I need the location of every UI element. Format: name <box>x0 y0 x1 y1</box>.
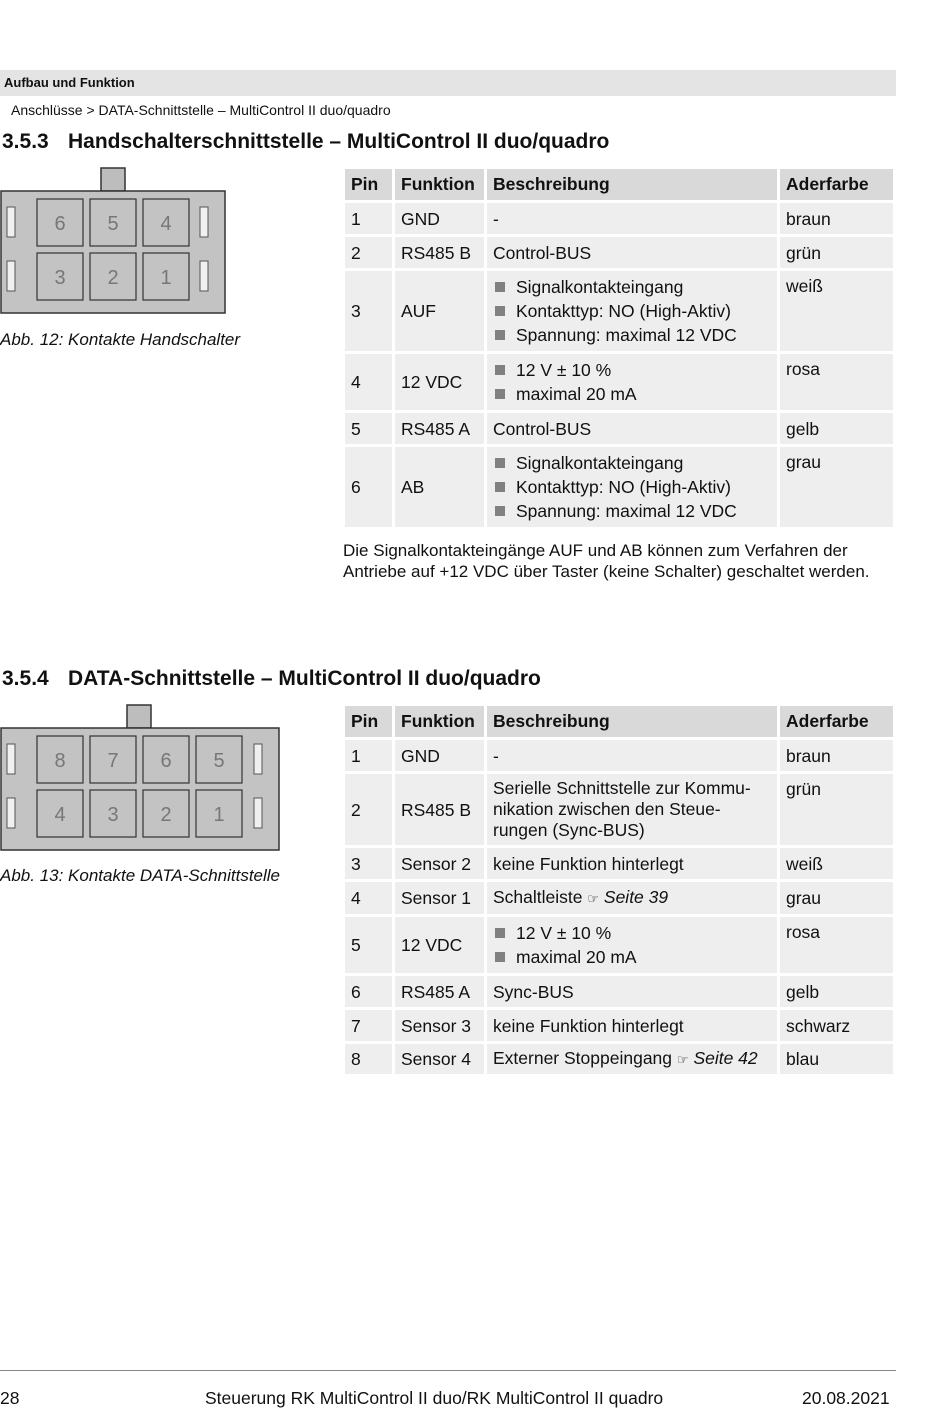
beschreibung-cell[interactable] <box>487 882 777 914</box>
beschreibung-cell[interactable] <box>487 1044 777 1074</box>
header-aderfarbe: Aderfarbe <box>780 706 893 737</box>
table-header-row <box>345 706 893 737</box>
table-row <box>345 413 893 444</box>
farbe-cell: weiß <box>780 848 893 879</box>
note-paragraph: Die Signalkontakteingänge AUF und AB können zum Verfahren der Antriebe auf +12 VDC über Taster (keine Schalter) geschaltet werden. <box>343 541 870 581</box>
pin-cell: 5 <box>345 413 392 444</box>
figure-caption: Abb. 12: Kontakte Handschalter <box>0 330 241 349</box>
beschreibung-text: Externer Stoppeingang <box>493 1048 673 1068</box>
beschreibung-cell: keine Funktion hinterlegt <box>487 1010 777 1041</box>
breadcrumb: Anschlüsse > DATA-Schnittstelle – MultiControl II duo/quadro <box>11 102 391 118</box>
running-header-text: Aufbau und Funktion <box>4 75 135 90</box>
header-pin: Pin <box>345 169 392 200</box>
funktion-cell: AUF <box>395 271 484 351</box>
beschreibung-text: Serielle Schnittstelle zur Kommu-nikation zwischen den Steue-rungen (Sync-BUS) <box>493 778 751 840</box>
connector-8pin-figure <box>0 703 284 853</box>
pin-label: 8 <box>54 750 66 772</box>
footer-title: Steuerung RK MultiControl II duo/RK MultiControl II quadro <box>205 1388 664 1408</box>
list-item: Signalkontakteingang <box>493 275 771 299</box>
pin-cell: 6 <box>345 976 392 1007</box>
page-reference-link[interactable]: Seite 42 <box>693 1048 758 1068</box>
funktion-cell: RS485 B <box>395 774 484 845</box>
page-reference-link[interactable]: Seite 39 <box>603 887 669 907</box>
pin-cell: 3 <box>345 848 392 879</box>
farbe-cell: schwarz <box>780 1010 893 1041</box>
figure-caption: Abb. 13: Kontakte DATA-Schnittstelle <box>0 866 281 885</box>
pin-cell: 5 <box>345 917 392 973</box>
funktion-cell: Sensor 4 <box>395 1044 484 1074</box>
beschreibung-cell <box>487 774 777 845</box>
farbe-cell: gelb <box>780 976 893 1007</box>
table-row <box>345 1044 893 1074</box>
table-row <box>345 976 893 1007</box>
table-row <box>345 882 893 914</box>
footer-date: 20.08.2021 <box>802 1388 890 1408</box>
list-item: Kontakttyp: NO (High-Aktiv) <box>493 299 771 323</box>
pin-label: 6 <box>160 750 172 772</box>
table-row <box>345 447 893 527</box>
list-item: 12 V ± 10 % <box>493 921 771 945</box>
funktion-cell: 12 VDC <box>395 917 484 973</box>
funktion-cell: Sensor 3 <box>395 1010 484 1041</box>
pin-cell: 8 <box>345 1044 392 1074</box>
pin-label: 7 <box>107 750 119 772</box>
list-item: Spannung: maximal 12 VDC <box>493 499 771 523</box>
header-funktion: Funktion <box>395 169 484 200</box>
section-number: 3.5.3 <box>2 130 49 153</box>
beschreibung-cell <box>487 271 777 351</box>
pin-cell: 1 <box>345 740 392 771</box>
farbe-cell: grau <box>780 882 893 914</box>
funktion-cell: RS485 A <box>395 413 484 444</box>
funktion-cell: RS485 A <box>395 976 484 1007</box>
funktion-cell: AB <box>395 447 484 527</box>
pin-table-handschalter <box>342 166 896 530</box>
pin-cell: 3 <box>345 271 392 351</box>
beschreibung-cell <box>487 447 777 527</box>
beschreibung-cell: - <box>487 203 777 234</box>
beschreibung-cell: - <box>487 740 777 771</box>
pin-label: 5 <box>213 750 225 772</box>
beschreibung-cell: Control-BUS <box>487 413 777 444</box>
section-title: DATA-Schnittstelle – MultiControl II duo/quadro <box>68 667 541 690</box>
section-title: Handschalterschnittstelle – MultiControl II duo/quadro <box>68 130 610 153</box>
pin-cell: 4 <box>345 354 392 410</box>
pin-cell: 4 <box>345 882 392 914</box>
beschreibung-cell: Sync-BUS <box>487 976 777 1007</box>
table-row <box>345 203 893 234</box>
header-pin: Pin <box>345 706 392 737</box>
table-row <box>345 237 893 268</box>
funktion-cell: RS485 B <box>395 237 484 268</box>
farbe-cell: grün <box>780 774 893 845</box>
table-row <box>345 848 893 879</box>
farbe-cell: grün <box>780 237 893 268</box>
funktion-cell: 12 VDC <box>395 354 484 410</box>
table-row <box>345 271 893 351</box>
table-header-row <box>345 169 893 200</box>
list-item: 12 V ± 10 % <box>493 358 771 382</box>
beschreibung-text: Schaltleiste <box>493 887 583 907</box>
farbe-cell: braun <box>780 203 893 234</box>
farbe-cell: weiß <box>780 271 893 351</box>
table-row <box>345 917 893 973</box>
farbe-cell: blau <box>780 1044 893 1074</box>
table-row <box>345 774 893 845</box>
funktion-cell: Sensor 2 <box>395 848 484 879</box>
pin-label: 2 <box>107 267 119 289</box>
section-heading-3-5-3 <box>2 130 609 154</box>
pin-label: 4 <box>54 804 66 826</box>
table-row <box>345 1010 893 1041</box>
pin-cell: 2 <box>345 237 392 268</box>
farbe-cell: gelb <box>780 413 893 444</box>
header-beschreibung: Beschreibung <box>487 169 777 200</box>
list-item: maximal 20 mA <box>493 945 771 969</box>
pin-label: 5 <box>107 213 119 235</box>
farbe-cell: rosa <box>780 354 893 410</box>
pin-cell: 6 <box>345 447 392 527</box>
pin-label: 1 <box>213 804 225 826</box>
farbe-cell: grau <box>780 447 893 527</box>
section-heading-3-5-4 <box>2 667 541 691</box>
table-row <box>345 354 893 410</box>
list-item: Kontakttyp: NO (High-Aktiv) <box>493 475 771 499</box>
running-header <box>0 70 896 96</box>
header-aderfarbe: Aderfarbe <box>780 169 893 200</box>
list-item: Signalkontakteingang <box>493 451 771 475</box>
header-beschreibung: Beschreibung <box>487 706 777 737</box>
beschreibung-cell: keine Funktion hinterlegt <box>487 848 777 879</box>
table-row <box>345 740 893 771</box>
pin-label: 2 <box>160 804 172 826</box>
pin-cell: 1 <box>345 203 392 234</box>
header-funktion: Funktion <box>395 706 484 737</box>
beschreibung-cell <box>487 354 777 410</box>
pin-label: 3 <box>107 804 119 826</box>
beschreibung-cell: Control-BUS <box>487 237 777 268</box>
pin-label: 6 <box>54 213 66 235</box>
funktion-cell: GND <box>395 203 484 234</box>
page-reference-icon: ☞ <box>587 891 600 906</box>
pin-label: 1 <box>160 267 172 289</box>
page-number: 28 <box>0 1388 20 1408</box>
page-reference-icon: ☞ <box>676 1052 689 1067</box>
beschreibung-cell <box>487 917 777 973</box>
funktion-cell: GND <box>395 740 484 771</box>
farbe-cell: rosa <box>780 917 893 973</box>
footer-divider <box>0 1370 896 1371</box>
pin-cell: 2 <box>345 774 392 845</box>
funktion-cell: Sensor 1 <box>395 882 484 914</box>
pin-label: 4 <box>160 213 172 235</box>
section-number: 3.5.4 <box>2 667 49 690</box>
connector-6pin-figure <box>0 166 232 316</box>
pin-table-data <box>342 703 896 1077</box>
list-item: Spannung: maximal 12 VDC <box>493 323 771 347</box>
farbe-cell: braun <box>780 740 893 771</box>
pin-cell: 7 <box>345 1010 392 1041</box>
pin-label: 3 <box>54 267 66 289</box>
list-item: maximal 20 mA <box>493 382 771 406</box>
